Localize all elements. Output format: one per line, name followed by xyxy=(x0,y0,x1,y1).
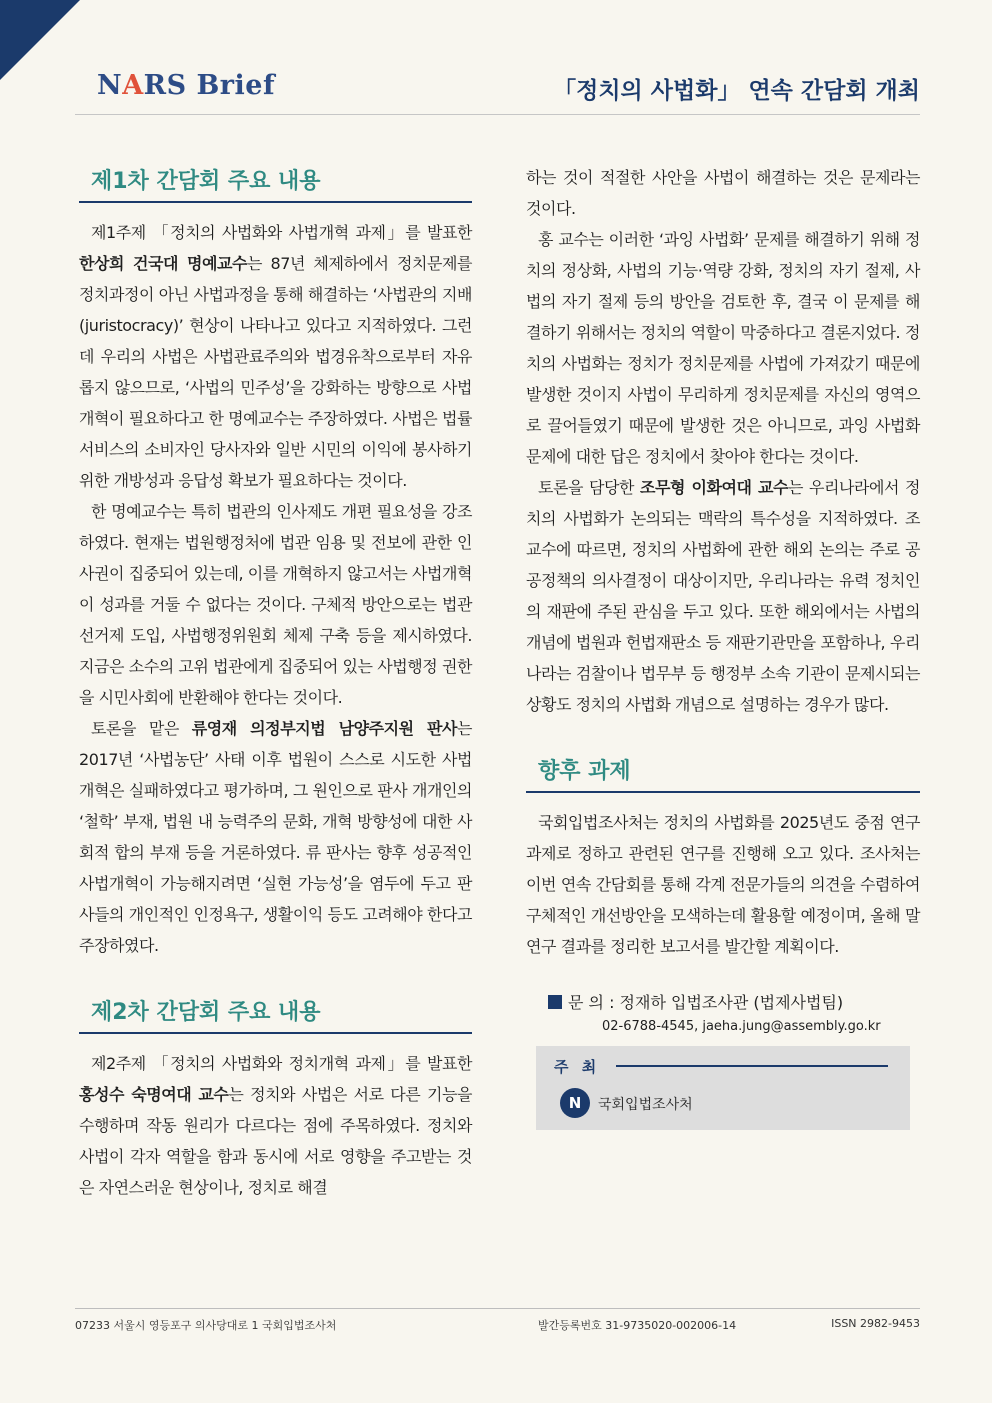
paragraph-second-meeting-3: 토론을 담당한 조무형 이화여대 교수는 우리나라에서 정치의 사법화가 논의되는 맥락의 특수성을 지적하였다. 조 교수에 따르면, 정치의 사법화에 관한 해외 논의는 주로 공공정책의 의사결정이 대상이지만, 우리나라는 유력 정치인의 재판에 주된 관심을 두고 있다. 또한 해외에서는 사법의 개념에 법원과 헌법재판소 등 재판기관만을 포함하나, 우리나라는 검찰이나 법무부 등 행정부 소속 기관이 문제시되는 상황도 정치의 사법화 개념으로 설명하는 경우가 많다. xyxy=(526,478,920,714)
section-title-second-meeting: 제2차 간담회 주요 내용 xyxy=(79,981,472,1034)
paragraph-second-meeting-1: 제2주제 「정치의 사법화와 정치개혁 과제」를 발표한 홍성수 숙명여대 교수는 정치와 사법은 서로 다른 기능을 수행하며 작동 원리가 다르다는 점에 주목하였다. 정치와 사법이 각자 역할을 함과 동시에 서로 영향을 주고받는 것은 자연스러운 현상이나, 정치로 해결 xyxy=(79,1054,472,1197)
host-label: 주 최 xyxy=(554,1058,601,1076)
footer-issn: ISSN 2982-9453 xyxy=(831,1317,920,1330)
paragraph-second-meeting-2: 홍 교수는 이러한 ‘과잉 사법화’ 문제를 해결하기 위해 정치의 정상화, 사법의 기능·역량 강화, 정치의 자기 절제, 사법의 자기 절제 등의 방안을 검토한 후, 결국 이 문제를 해결하기 위해서는 정치의 역할이 막중하다고 결론지었다. 정치의 사법화는 정치가 정치문제를 사법에 가져갔기 때문에 발생한 것이지 사법이 무리하게 정치문제를 자신의 영역으로 끌어들였기 때문에 발생한 것은 아니므로, 과잉 사법화 문제에 대한 답은 정치에서 찾아야 한다는 것이다. xyxy=(526,230,920,466)
page-header xyxy=(75,62,920,115)
nars-emblem-icon: N xyxy=(560,1088,590,1118)
nars-brief-logo: NARS Brief xyxy=(97,70,276,101)
footer-registration-number: 발간등록번호 31-9735020-002006-14 xyxy=(538,1319,737,1332)
document-title: 「정치의 사법화」 연속 간담회 개최 xyxy=(553,78,920,104)
contact-phone-email: 02-6788-4545, jaeha.jung@assembly.go.kr xyxy=(602,1019,881,1034)
right-column xyxy=(526,150,920,1130)
host-divider xyxy=(616,1065,888,1067)
paragraph-first-meeting-3: 토론을 맡은 류영재 의정부지법 남양주지원 판사는 2017년 ‘사법농단’ 사태 이후 법원이 스스로 시도한 사법개혁은 실패하였다고 평가하며, 그 원인으로 판사 개개인의 ‘철학’ 부재, 법원 내 능력주의 문화, 개혁 방향성에 대한 사회적 합의 부재 등을 거론하였다. 류 판사는 향후 성공적인 사법개혁이 가능해지려면 ‘실현 가능성’을 염두에 두고 판사들의 개인적인 인정욕구, 생활이익 등도 고려해야 한다고 주장하였다. xyxy=(79,719,472,955)
contact-info xyxy=(526,990,920,1034)
paragraph-second-meeting-1-cont: 하는 것이 적절한 사안을 사법이 해결하는 것은 문제라는 것이다. xyxy=(526,168,920,218)
host-box xyxy=(536,1046,910,1130)
footer-divider xyxy=(75,1308,920,1309)
section-title-future-tasks: 향후 과제 xyxy=(526,740,920,793)
square-bullet-icon xyxy=(548,995,562,1009)
host-organization: 국회입법조사처 xyxy=(598,1097,693,1113)
left-column xyxy=(79,150,472,1203)
section-title-first-meeting: 제1차 간담회 주요 내용 xyxy=(79,150,472,203)
corner-decoration xyxy=(0,0,80,80)
contact-person: 문 의 : 정재하 입법조사관 (법제사법팀) xyxy=(568,993,844,1012)
paragraph-first-meeting-1: 제1주제 「정치의 사법화와 사법개혁 과제」를 발표한 한상희 건국대 명예교수는 87년 체제하에서 정치문제를 정치과정이 아닌 사법과정을 통해 해결하는 ‘사법관의 지배(juristocracy)’ 현상이 나타나고 있다고 지적하였다. 그런데 우리의 사법은 사법관료주의와 법경유착으로부터 자유롭지 않으므로, ‘사법의 민주성’을 강화하는 방향으로 사법개혁이 필요하다고 한 명예교수는 주장하였다. 사법은 법률서비스의 소비자인 당사자와 일반 시민의 이익에 봉사하기 위한 개방성과 응답성 확보가 필요하다는 것이다. xyxy=(79,223,472,490)
paragraph-first-meeting-2: 한 명예교수는 특히 법관의 인사제도 개편 필요성을 강조하였다. 현재는 법원행정처에 법관 임용 및 전보에 관한 인사권이 집중되어 있는데, 이를 개혁하지 않고서는 사법개혁이 성과를 거둘 수 없다는 것이다. 구체적 방안으로는 법관 선거제 도입, 사법행정위원회 체제 구축 등을 제시하였다. 지금은 소수의 고위 법관에게 집중되어 있는 사법행정 권한을 시민사회에 반환해야 한다는 것이다. xyxy=(79,502,472,707)
paragraph-future-tasks: 국회입법조사처는 정치의 사법화를 2025년도 중점 연구과제로 정하고 관련된 연구를 진행해 오고 있다. 조사처는 이번 연속 간담회를 통해 각계 전문가들의 의견을 수렴하여 구체적인 개선방안을 모색하는데 활용할 예정이며, 올해 말 연구 결과를 정리한 보고서를 발간할 계획이다. xyxy=(526,813,920,956)
footer-address: 07233 서울시 영등포구 의사당대로 1 국회입법조사처 xyxy=(75,1319,337,1332)
